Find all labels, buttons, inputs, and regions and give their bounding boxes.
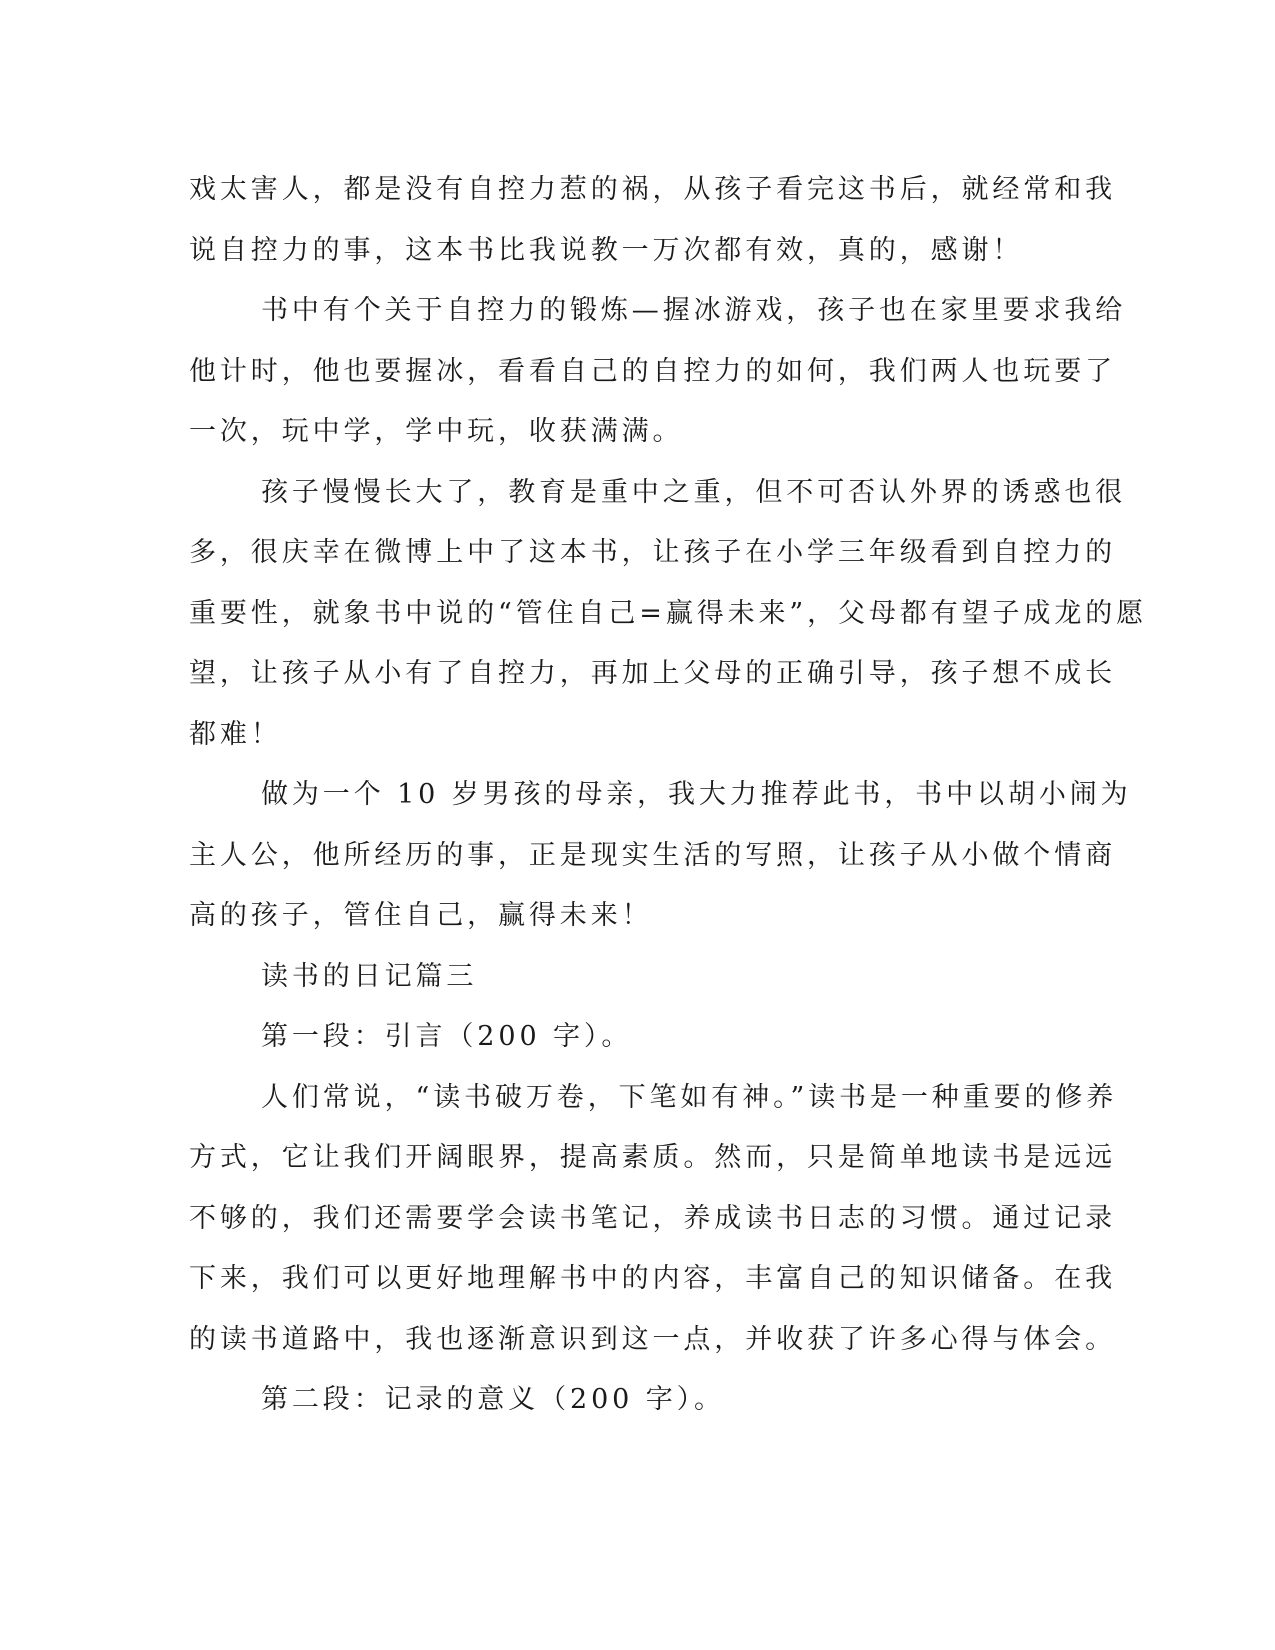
text-line: 孩子慢慢长大了，教育是重中之重，但不可否认外界的诱惑也很 [261,476,1127,508]
section-heading: 读书的日记篇三 [261,960,478,992]
text-line: 的读书道路中，我也逐渐意识到这一点，并收获了许多心得与体会。 [189,1323,1116,1355]
text-line: 他计时，他也要握冰，看看自己的自控力的如何，我们两人也玩要了 [189,355,1116,387]
subsection-heading: 第一段：引言（200 字）。 [261,1021,633,1052]
text-line: 下来，我们可以更好地理解书中的内容，丰富自己的知识储备。在我 [189,1263,1116,1294]
text-line: 多，很庆幸在微博上中了这本书，让孩子在小学三年级看到自控力的 [189,537,1116,568]
text-line: 戏太害人，都是没有自控力惹的祸，从孩子看完这书后，就经常和我 [189,174,1116,205]
text-line: 做为一个 10 岁男孩的母亲，我大力推荐此书，书中以胡小闹为 [261,779,1132,810]
text-line: 都难！ [189,718,282,750]
text-line: 书中有个关于自控力的锻炼—握冰游戏，孩子也在家里要求我给 [261,295,1127,326]
text-line: 人们常说，“读书破万卷，下笔如有神。”读书是一种重要的修养 [261,1081,1118,1113]
text-line: 说自控力的事，这本书比我说教一万次都有效，真的，感谢！ [189,234,1024,266]
text-line: 方式，它让我们开阔眼界，提高素质。然而，只是简单地读书是远远 [189,1142,1116,1173]
subsection-heading: 第二段：记录的意义（200 字）。 [261,1384,725,1415]
text-line: 高的孩子，管住自己，赢得未来！ [189,900,653,931]
text-line: 望，让孩子从小有了自控力，再加上父母的正确引导，孩子想不成长 [189,658,1116,689]
text-line: 主人公，他所经历的事，正是现实生活的写照，让孩子从小做个情商 [189,839,1116,871]
document-body [189,160,1148,1431]
text-line: 重要性，就象书中说的“管住自己=赢得未来”，父母都有望子成龙的愿 [189,597,1148,629]
text-line: 一次，玩中学，学中玩，收获满满。 [189,416,684,447]
text-line: 不够的，我们还需要学会读书笔记，养成读书日志的习惯。通过记录 [189,1202,1116,1234]
